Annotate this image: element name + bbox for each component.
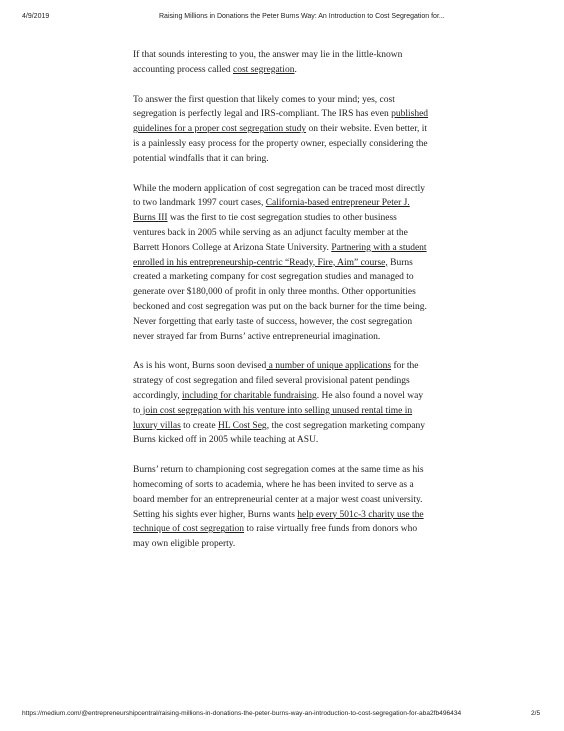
text: While the modern application of cost segregation can be traced most directly to two landmark 1997 court cases, (133, 183, 426, 209)
text: If that sounds interesting to you, the answer may lie in the little-known accounting process called (133, 50, 403, 75)
page-title: Raising Millions in Donations the Peter Burns Way: An Introduction to Cost Segregation for... (159, 13, 445, 20)
text: to create (180, 420, 218, 431)
link-ready-fire-aim-course[interactable]: Partnering with a student enrolled in his entrepreneurship-centric “Ready, Fire, Aim” course, (133, 242, 427, 268)
link-charitable-fundraising[interactable]: including for charitable fundraising (181, 390, 317, 401)
text: for the strategy of cost segregation and filed several provisional patent pendings accordingly, (133, 361, 419, 401)
paragraph-3 (133, 182, 429, 345)
link-luxury-villas[interactable]: join cost segregation with his venture into selling unused rental time in luxury villas (133, 405, 413, 431)
article-body (133, 48, 429, 567)
link-irs-guidelines[interactable]: published guidelines for a proper cost segregation study (133, 109, 429, 135)
link-unique-applications[interactable]: a number of unique applications (266, 361, 392, 372)
text: As is his wont, Burns soon devised (133, 361, 267, 372)
link-peter-burns[interactable]: California-based entrepreneur Peter J. Burns III (133, 198, 410, 224)
paragraph-2 (133, 93, 429, 167)
text: . (294, 64, 297, 75)
text: , the cost segregation marketing company Burns kicked off in 2005 while teaching at ASU. (133, 420, 425, 446)
text: on their website. Even better, it is a painlessly easy process for the property owner, especially considering the potential windfalls that it can bring. (133, 124, 428, 164)
paragraph-1 (133, 48, 429, 78)
text: . He also found a novel way to (133, 390, 424, 416)
page-url: https://medium.com/@entrepreneurshipcentral/raising-millions-in-donations-the-peter-burns-way-an-introduction-to-cost-segregation-for-aba2fb496434 (22, 710, 462, 717)
text: to raise virtually free funds from donors who may own eligible property. (133, 524, 418, 550)
paragraph-5 (133, 463, 429, 552)
text: was the first to tie cost segregation studies to other business ventures back in 2005 while serving as an adjunct faculty member at the Barrett Honors College at Arizona State University. (133, 213, 408, 253)
page-number: 2/5 (531, 710, 541, 717)
paragraph-4 (133, 359, 429, 448)
link-501c3-charity[interactable]: help every 501c-3 charity use the technique of cost segregation (133, 509, 424, 535)
text: Burns’ return to championing cost segregation comes at the same time as his homecoming of sorts to academia, where he has been invited to serve as a board member for an entrepreneurial center at a major west coast university. Setting his sights ever higher, Burns wants (133, 465, 424, 520)
text: Burns created a marketing company for cost segregation studies and managed to generate over $180,000 of profit in only three months. Other opportunities beckoned and cost segregation was put on the back burner for the time being. Never forgetting that early taste of success, however, the cost segregation never strayed far from Burns’ active entrepreneurial imagination. (133, 257, 427, 342)
text: To answer the first question that likely comes to your mind; yes, cost segregation is perfectly legal and IRS-compliant. The IRS has even (133, 94, 395, 120)
link-hl-cost-seg[interactable]: HL Cost Seg (217, 420, 267, 431)
link-cost-segregation[interactable]: cost segregation (232, 64, 295, 75)
print-date: 4/9/2019 (22, 13, 50, 20)
